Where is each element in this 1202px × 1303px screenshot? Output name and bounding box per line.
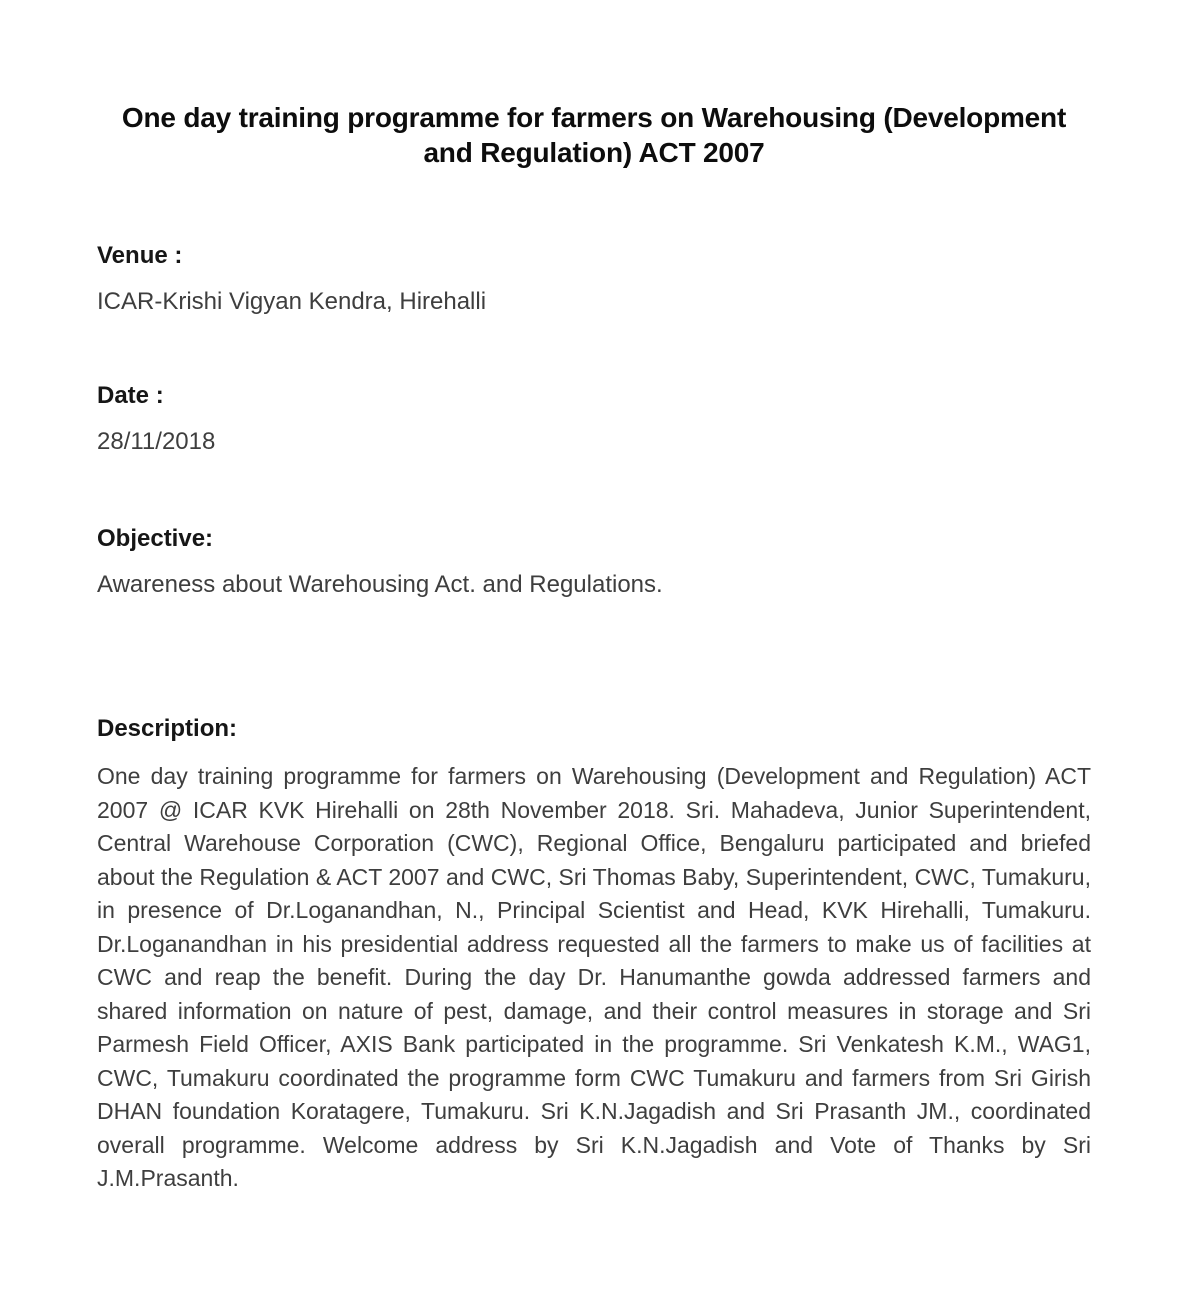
section-objective xyxy=(97,524,1091,600)
objective-heading: Objective: xyxy=(97,525,214,552)
venue-value: ICAR-Krishi Vigyan Kendra, Hirehalli xyxy=(97,288,487,315)
section-venue xyxy=(97,241,1091,317)
section-description xyxy=(97,714,1091,1196)
venue-heading: Venue : xyxy=(97,242,183,269)
objective-value: Awareness about Warehousing Act. and Regulations. xyxy=(97,571,663,598)
document-title: One day training programme for farmers on Warehousing (Development and Regulation) ACT 2007 xyxy=(121,102,1067,168)
description-paragraph: One day training programme for farmers on Warehousing (Development and Regulation) ACT 2007 @ ICAR KVK Hirehalli on 28th November 2018. Sri. Mahadeva, Junior Superintendent, Central Warehouse Corporation (CWC), Regional Office, Bengaluru participated and briefed about the Regulation & ACT 2007 and CWC, Sri Thomas Baby, Superintendent, CWC, Tumakuru, in presence of Dr.Loganandhan, N., Principal Scientist and Head, KVK Hirehalli, Tumakuru. Dr.Loganandhan in his presidential address requested all the farmers to make us of facilities at CWC and reap the benefit. During the day Dr. Hanumanthe gowda addressed farmers and shared information on nature of pest, damage, and their control measures in storage and Sri Parmesh Field Officer, AXIS Bank participated in the programme. Sri Venkatesh K.M., WAG1, CWC, Tumakuru coordinated the programme form CWC Tumakuru and farmers from Sri Girish DHAN foundation Koratagere, Tumakuru. Sri K.N.Jagadish and Sri Prasanth JM., coordinated overall programme. Welcome address by Sri K.N.Jagadish and Vote of Thanks by Sri J.M.Prasanth. xyxy=(97,763,1091,1191)
date-value: 28/11/2018 xyxy=(97,428,216,455)
section-date xyxy=(97,381,1091,457)
description-heading: Description: xyxy=(97,715,238,742)
date-heading: Date : xyxy=(97,382,164,409)
